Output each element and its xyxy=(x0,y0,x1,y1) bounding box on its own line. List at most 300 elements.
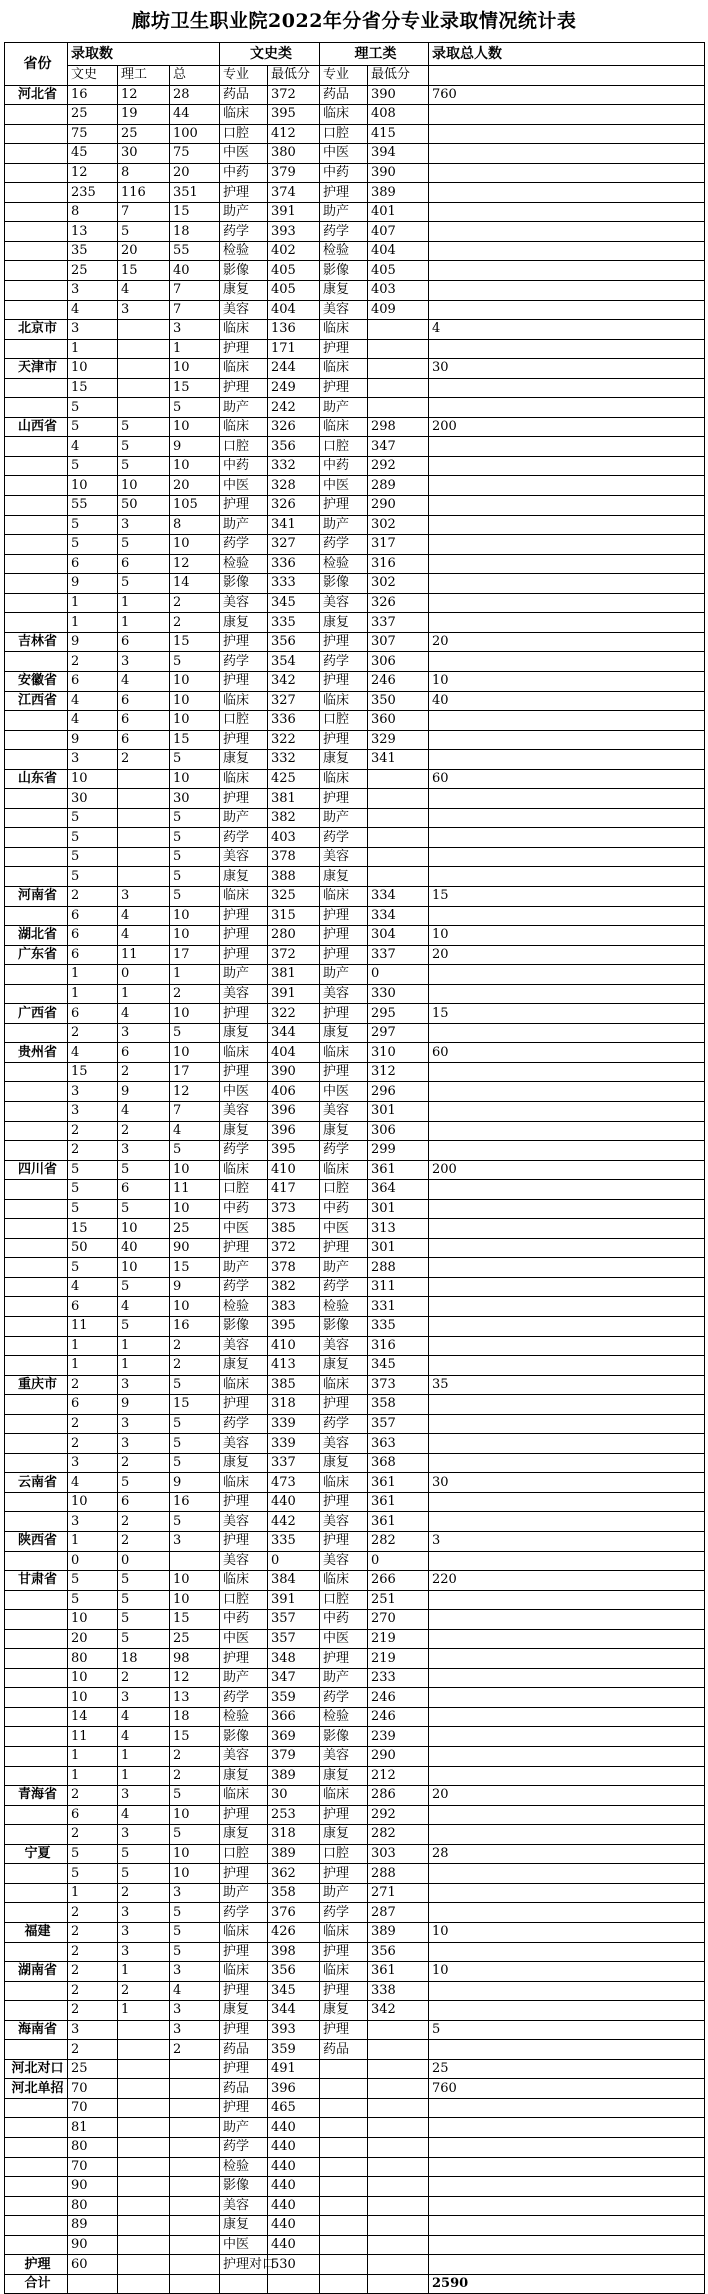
arts-major-cell: 口腔 xyxy=(220,437,268,457)
science-major-cell: 临床 xyxy=(320,1473,368,1493)
science-min-score-cell: 361 xyxy=(368,1160,429,1180)
arts-count-cell: 5 xyxy=(68,1199,118,1219)
total-enrolled-cell xyxy=(429,1727,705,1747)
total-enrolled-cell xyxy=(429,1668,705,1688)
science-min-score-cell: 329 xyxy=(368,730,429,750)
table-row xyxy=(5,1395,705,1415)
subtotal-cell xyxy=(170,2216,220,2236)
science-major-cell: 中医 xyxy=(320,476,368,496)
total-enrolled-cell xyxy=(429,105,705,125)
arts-major-cell: 康复 xyxy=(220,750,268,770)
arts-count-cell: 5 xyxy=(68,1590,118,1610)
science-min-score-cell: 297 xyxy=(368,1023,429,1043)
province-cell: 湖南省 xyxy=(5,1962,68,1982)
province-cell: 山西省 xyxy=(5,417,68,437)
science-major-cell: 康复 xyxy=(320,613,368,633)
science-min-score-cell: 360 xyxy=(368,711,429,731)
province-cell: 云南省 xyxy=(5,1473,68,1493)
subtotal-cell: 30 xyxy=(170,789,220,809)
total-enrolled-cell xyxy=(429,1238,705,1258)
province-cell xyxy=(5,1668,68,1688)
science-major-cell: 康复 xyxy=(320,1356,368,1376)
science-count-cell: 1 xyxy=(118,1747,170,1767)
subtotal-cell: 5 xyxy=(170,1434,220,1454)
science-min-score-cell xyxy=(368,2235,429,2255)
subheader-science-major: 专业 xyxy=(320,66,368,86)
total-enrolled-cell: 20 xyxy=(429,1786,705,1806)
subtotal-cell: 2 xyxy=(170,2040,220,2060)
subtotal-cell: 1 xyxy=(170,339,220,359)
science-major-cell: 康复 xyxy=(320,281,368,301)
arts-min-score-cell: 373 xyxy=(268,1199,320,1219)
arts-count-cell: 235 xyxy=(68,183,118,203)
science-count-cell xyxy=(118,339,170,359)
total-enrolled-cell xyxy=(429,1434,705,1454)
subtotal-cell xyxy=(170,2255,220,2275)
subtotal-cell: 3 xyxy=(170,320,220,340)
subtotal-cell: 5 xyxy=(170,1375,220,1395)
science-count-cell: 1 xyxy=(118,613,170,633)
province-cell xyxy=(5,1512,68,1532)
arts-count-cell: 4 xyxy=(68,1043,118,1063)
arts-count-cell: 50 xyxy=(68,1238,118,1258)
arts-min-score-cell: 357 xyxy=(268,1629,320,1649)
arts-min-score-cell: 0 xyxy=(268,1551,320,1571)
subtotal-cell: 10 xyxy=(170,1590,220,1610)
subtotal-cell: 9 xyxy=(170,1473,220,1493)
province-cell xyxy=(5,1610,68,1630)
subtotal-cell: 13 xyxy=(170,1688,220,1708)
arts-count-cell: 25 xyxy=(68,261,118,281)
science-major-cell: 美容 xyxy=(320,1434,368,1454)
science-count-cell xyxy=(118,789,170,809)
table-row xyxy=(5,691,705,711)
science-major-cell: 口腔 xyxy=(320,1180,368,1200)
table-row xyxy=(5,1532,705,1552)
arts-min-score-cell: 425 xyxy=(268,769,320,789)
table-row xyxy=(5,1473,705,1493)
arts-count-cell: 25 xyxy=(68,105,118,125)
province-cell xyxy=(5,241,68,261)
subtotal-cell: 105 xyxy=(170,496,220,516)
science-major-cell: 护理 xyxy=(320,1981,368,2001)
science-count-cell: 6 xyxy=(118,691,170,711)
province-cell: 山东省 xyxy=(5,769,68,789)
science-major-cell: 检验 xyxy=(320,1297,368,1317)
science-count-cell: 3 xyxy=(118,1903,170,1923)
arts-major-cell: 康复 xyxy=(220,281,268,301)
total-enrolled-cell xyxy=(429,828,705,848)
header-total-enrolled: 录取总人数 xyxy=(429,43,705,66)
science-count-cell: 3 xyxy=(118,1023,170,1043)
subtotal-cell: 5 xyxy=(170,886,220,906)
science-major-cell: 临床 xyxy=(320,1922,368,1942)
science-count-cell: 1 xyxy=(118,1962,170,1982)
arts-count-cell: 11 xyxy=(68,1317,118,1337)
arts-count-cell: 3 xyxy=(68,281,118,301)
science-min-score-cell: 350 xyxy=(368,691,429,711)
science-min-score-cell: 312 xyxy=(368,1062,429,1082)
province-cell xyxy=(5,1551,68,1571)
science-count-cell: 6 xyxy=(118,730,170,750)
arts-major-cell: 护理 xyxy=(220,632,268,652)
arts-major-cell: 影像 xyxy=(220,261,268,281)
subtotal-cell: 15 xyxy=(170,1610,220,1630)
table-row xyxy=(5,750,705,770)
table-row xyxy=(5,1942,705,1962)
arts-count-cell: 5 xyxy=(68,828,118,848)
subtotal-cell: 7 xyxy=(170,1101,220,1121)
science-min-score-cell: 389 xyxy=(368,1922,429,1942)
subtotal-cell: 5 xyxy=(170,808,220,828)
arts-count-cell: 3 xyxy=(68,750,118,770)
science-min-score-cell: 306 xyxy=(368,652,429,672)
science-major-cell: 中医 xyxy=(320,1629,368,1649)
subtotal-cell: 44 xyxy=(170,105,220,125)
subtotal-cell: 351 xyxy=(170,183,220,203)
subheader-arts: 文史 xyxy=(68,66,118,86)
total-enrolled-cell xyxy=(429,456,705,476)
science-count-cell: 3 xyxy=(118,652,170,672)
arts-min-score-cell: 391 xyxy=(268,1590,320,1610)
subtotal-cell: 5 xyxy=(170,1786,220,1806)
arts-major-cell: 药学 xyxy=(220,1277,268,1297)
arts-count-cell: 6 xyxy=(68,1004,118,1024)
subheader-row xyxy=(5,66,705,86)
science-major-cell: 中药 xyxy=(320,1199,368,1219)
table-row xyxy=(5,476,705,496)
arts-major-cell: 临床 xyxy=(220,691,268,711)
arts-major-cell: 美容 xyxy=(220,1512,268,1532)
total-enrolled-cell xyxy=(429,652,705,672)
admission-table xyxy=(4,42,705,2294)
arts-min-score-cell: 440 xyxy=(268,2177,320,2197)
arts-min-score-cell: 405 xyxy=(268,281,320,301)
arts-min-score-cell: 356 xyxy=(268,437,320,457)
science-major-cell: 护理 xyxy=(320,671,368,691)
science-count-cell: 6 xyxy=(118,1043,170,1063)
subtotal-cell: 3 xyxy=(170,1883,220,1903)
science-major-cell xyxy=(320,2118,368,2138)
science-min-score-cell xyxy=(368,2157,429,2177)
table-row xyxy=(5,1082,705,1102)
province-cell xyxy=(5,398,68,418)
arts-major-cell: 检验 xyxy=(220,554,268,574)
subtotal-cell xyxy=(170,1551,220,1571)
arts-min-score-cell: 242 xyxy=(268,398,320,418)
science-count-cell: 5 xyxy=(118,574,170,594)
science-major-cell: 药学 xyxy=(320,222,368,242)
science-major-cell: 康复 xyxy=(320,1766,368,1786)
arts-major-cell: 护理 xyxy=(220,1062,268,1082)
province-cell xyxy=(5,2177,68,2197)
province-cell xyxy=(5,2118,68,2138)
arts-major-cell: 美容 xyxy=(220,1551,268,1571)
table-row xyxy=(5,1356,705,1376)
science-min-score-cell xyxy=(368,808,429,828)
arts-major-cell: 康复 xyxy=(220,1825,268,1845)
science-count-cell: 2 xyxy=(118,1668,170,1688)
total-enrolled-cell xyxy=(429,1512,705,1532)
total-blank-cell xyxy=(170,2274,220,2294)
arts-min-score-cell: 381 xyxy=(268,965,320,985)
province-cell xyxy=(5,1688,68,1708)
science-min-score-cell: 0 xyxy=(368,1551,429,1571)
total-enrolled-cell xyxy=(429,2255,705,2275)
subheader-arts-min-score: 最低分 xyxy=(268,66,320,86)
province-cell xyxy=(5,867,68,887)
arts-major-cell: 康复 xyxy=(220,867,268,887)
subtotal-cell: 10 xyxy=(170,906,220,926)
total-enrolled-cell xyxy=(429,1317,705,1337)
table-row xyxy=(5,1219,705,1239)
arts-min-score-cell: 372 xyxy=(268,85,320,105)
science-min-score-cell xyxy=(368,789,429,809)
arts-min-score-cell: 333 xyxy=(268,574,320,594)
arts-major-cell: 助产 xyxy=(220,965,268,985)
arts-major-cell: 护理 xyxy=(220,1649,268,1669)
total-enrolled-cell xyxy=(429,281,705,301)
arts-min-score-cell: 327 xyxy=(268,691,320,711)
table-row xyxy=(5,730,705,750)
province-cell: 贵州省 xyxy=(5,1043,68,1063)
science-major-cell: 护理 xyxy=(320,1238,368,1258)
arts-major-cell: 临床 xyxy=(220,1160,268,1180)
science-count-cell: 5 xyxy=(118,1844,170,1864)
science-min-score-cell: 290 xyxy=(368,496,429,516)
arts-min-score-cell: 378 xyxy=(268,1258,320,1278)
science-min-score-cell xyxy=(368,339,429,359)
total-enrolled-cell xyxy=(429,398,705,418)
subtotal-cell: 3 xyxy=(170,1962,220,1982)
table-row xyxy=(5,1922,705,1942)
province-cell xyxy=(5,1317,68,1337)
total-enrolled-cell xyxy=(429,1688,705,1708)
total-blank-cell xyxy=(368,2274,429,2294)
science-min-score-cell: 311 xyxy=(368,1277,429,1297)
table-row xyxy=(5,456,705,476)
arts-count-cell: 15 xyxy=(68,1219,118,1239)
science-major-cell: 临床 xyxy=(320,886,368,906)
arts-major-cell: 临床 xyxy=(220,1375,268,1395)
province-cell xyxy=(5,456,68,476)
total-enrolled-cell xyxy=(429,476,705,496)
total-enrolled-cell: 30 xyxy=(429,359,705,379)
arts-min-score-cell: 378 xyxy=(268,847,320,867)
arts-min-score-cell: 440 xyxy=(268,2157,320,2177)
province-cell xyxy=(5,1903,68,1923)
science-count-cell: 3 xyxy=(118,1688,170,1708)
arts-min-score-cell: 374 xyxy=(268,183,320,203)
table-row xyxy=(5,1962,705,1982)
science-major-cell: 康复 xyxy=(320,1121,368,1141)
science-min-score-cell: 390 xyxy=(368,163,429,183)
total-enrolled-cell: 35 xyxy=(429,1375,705,1395)
science-major-cell: 影像 xyxy=(320,1727,368,1747)
total-blank-cell xyxy=(320,2274,368,2294)
science-major-cell: 检验 xyxy=(320,241,368,261)
science-major-cell: 护理 xyxy=(320,1004,368,1024)
arts-min-score-cell: 389 xyxy=(268,1766,320,1786)
arts-count-cell: 4 xyxy=(68,691,118,711)
science-count-cell: 3 xyxy=(118,886,170,906)
arts-count-cell: 2 xyxy=(68,886,118,906)
arts-count-cell: 80 xyxy=(68,2137,118,2157)
science-major-cell: 美容 xyxy=(320,1336,368,1356)
science-major-cell: 助产 xyxy=(320,515,368,535)
arts-count-cell: 6 xyxy=(68,926,118,946)
science-min-score-cell: 364 xyxy=(368,1180,429,1200)
total-enrolled-cell xyxy=(429,847,705,867)
science-min-score-cell xyxy=(368,769,429,789)
science-min-score-cell: 361 xyxy=(368,1962,429,1982)
document-title: 廊坊卫生职业院2022年分省分专业录取情况统计表 xyxy=(131,10,577,32)
science-count-cell: 5 xyxy=(118,1610,170,1630)
science-min-score-cell: 306 xyxy=(368,1121,429,1141)
table-row xyxy=(5,2255,705,2275)
science-major-cell: 口腔 xyxy=(320,1844,368,1864)
subtotal-cell: 10 xyxy=(170,671,220,691)
arts-count-cell: 10 xyxy=(68,1688,118,1708)
arts-count-cell: 2 xyxy=(68,652,118,672)
science-major-cell: 护理 xyxy=(320,1649,368,1669)
arts-major-cell: 影像 xyxy=(220,2177,268,2197)
arts-major-cell: 助产 xyxy=(220,1668,268,1688)
arts-major-cell: 美容 xyxy=(220,1747,268,1767)
subtotal-cell: 3 xyxy=(170,2020,220,2040)
science-major-cell: 药品 xyxy=(320,2040,368,2060)
arts-major-cell: 中医 xyxy=(220,1082,268,1102)
total-enrolled-cell xyxy=(429,1942,705,1962)
science-major-cell: 护理 xyxy=(320,1395,368,1415)
science-min-score-cell: 361 xyxy=(368,1473,429,1493)
arts-count-cell: 89 xyxy=(68,2216,118,2236)
science-min-score-cell: 282 xyxy=(368,1532,429,1552)
subtotal-cell: 75 xyxy=(170,144,220,164)
subtotal-cell: 15 xyxy=(170,1258,220,1278)
province-cell xyxy=(5,593,68,613)
province-cell xyxy=(5,163,68,183)
science-min-score-cell: 335 xyxy=(368,1317,429,1337)
subtotal-cell: 17 xyxy=(170,945,220,965)
total-enrolled-cell xyxy=(429,2177,705,2197)
arts-major-cell: 临床 xyxy=(220,1043,268,1063)
arts-count-cell: 5 xyxy=(68,1180,118,1200)
total-enrolled-cell xyxy=(429,1199,705,1219)
science-major-cell: 助产 xyxy=(320,1668,368,1688)
arts-min-score-cell: 380 xyxy=(268,144,320,164)
total-enrolled-cell xyxy=(429,1101,705,1121)
science-major-cell: 中药 xyxy=(320,456,368,476)
arts-major-cell: 康复 xyxy=(220,1766,268,1786)
province-cell xyxy=(5,437,68,457)
subtotal-cell xyxy=(170,2059,220,2079)
table-row xyxy=(5,1571,705,1591)
total-enrolled-cell xyxy=(429,1258,705,1278)
arts-major-cell: 检验 xyxy=(220,1707,268,1727)
arts-major-cell: 美容 xyxy=(220,2196,268,2216)
table-row xyxy=(5,1903,705,1923)
province-cell xyxy=(5,965,68,985)
science-major-cell: 美容 xyxy=(320,1747,368,1767)
total-enrolled-cell xyxy=(429,202,705,222)
science-min-score-cell xyxy=(368,2059,429,2079)
science-major-cell: 护理 xyxy=(320,339,368,359)
arts-major-cell: 检验 xyxy=(220,241,268,261)
subtotal-cell: 14 xyxy=(170,574,220,594)
science-min-score-cell xyxy=(368,847,429,867)
arts-min-score-cell: 372 xyxy=(268,1238,320,1258)
science-count-cell: 3 xyxy=(118,1434,170,1454)
science-major-cell: 影像 xyxy=(320,261,368,281)
table-row xyxy=(5,1590,705,1610)
total-enrolled-cell xyxy=(429,1551,705,1571)
science-min-score-cell: 334 xyxy=(368,886,429,906)
arts-major-cell: 临床 xyxy=(220,105,268,125)
arts-min-score-cell: 356 xyxy=(268,1962,320,1982)
table-row xyxy=(5,515,705,535)
table-row xyxy=(5,906,705,926)
arts-min-score-cell: 344 xyxy=(268,2001,320,2021)
arts-count-cell: 15 xyxy=(68,378,118,398)
total-enrolled-cell xyxy=(429,1825,705,1845)
science-min-score-cell xyxy=(368,2118,429,2138)
science-major-cell xyxy=(320,2157,368,2177)
arts-count-cell: 1 xyxy=(68,984,118,1004)
arts-min-score-cell: 382 xyxy=(268,1277,320,1297)
science-count-cell: 1 xyxy=(118,984,170,1004)
science-min-score-cell: 337 xyxy=(368,613,429,633)
arts-min-score-cell: 440 xyxy=(268,2137,320,2157)
total-enrolled-cell xyxy=(429,1219,705,1239)
science-major-cell: 中药 xyxy=(320,163,368,183)
arts-min-score-cell: 335 xyxy=(268,1532,320,1552)
science-min-score-cell: 389 xyxy=(368,183,429,203)
arts-major-cell: 美容 xyxy=(220,847,268,867)
table-row xyxy=(5,1786,705,1806)
science-min-score-cell xyxy=(368,2196,429,2216)
province-cell: 河北省 xyxy=(5,85,68,105)
arts-major-cell: 助产 xyxy=(220,202,268,222)
science-major-cell: 药学 xyxy=(320,535,368,555)
science-major-cell: 中医 xyxy=(320,1082,368,1102)
arts-min-score-cell: 318 xyxy=(268,1395,320,1415)
subtotal-cell: 18 xyxy=(170,222,220,242)
science-min-score-cell: 358 xyxy=(368,1395,429,1415)
science-min-score-cell: 404 xyxy=(368,241,429,261)
total-row xyxy=(5,2274,705,2294)
province-cell xyxy=(5,183,68,203)
arts-min-score-cell: 385 xyxy=(268,1219,320,1239)
science-major-cell: 药品 xyxy=(320,85,368,105)
total-enrolled-cell xyxy=(429,1023,705,1043)
arts-count-cell: 5 xyxy=(68,515,118,535)
arts-min-score-cell: 322 xyxy=(268,730,320,750)
arts-count-cell: 30 xyxy=(68,789,118,809)
arts-min-score-cell: 327 xyxy=(268,535,320,555)
province-cell xyxy=(5,574,68,594)
science-count-cell xyxy=(118,847,170,867)
science-major-cell: 护理 xyxy=(320,2020,368,2040)
table-row xyxy=(5,1825,705,1845)
subtotal-cell xyxy=(170,2137,220,2157)
subtotal-cell: 5 xyxy=(170,1023,220,1043)
science-count-cell: 30 xyxy=(118,144,170,164)
total-enrolled-cell xyxy=(429,593,705,613)
science-major-cell xyxy=(320,2255,368,2275)
arts-major-cell: 美容 xyxy=(220,1101,268,1121)
arts-major-cell: 护理 xyxy=(220,496,268,516)
